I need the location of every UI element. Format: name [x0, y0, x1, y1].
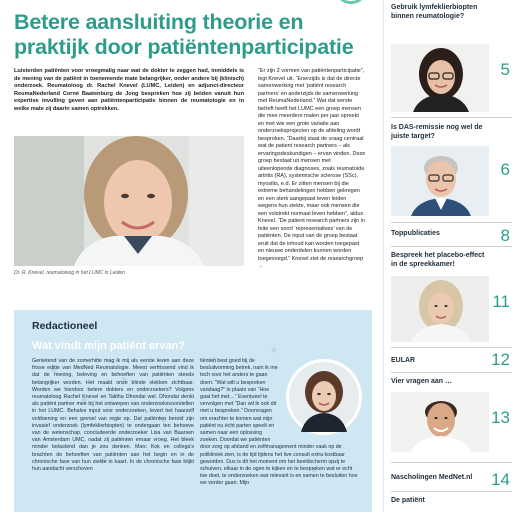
- toc-separator: [391, 246, 512, 247]
- column-2-text: “Er zijn 2 vormen van patiëntenparticipatie”, legt Knevel uit. “Enerzijds is dat de directe samenwerking met ‘patiënt research partners’ en anderzijds de samenwerking met ReumaNederland.” Wat dat eerste betreft heeft het LUMC een groep mensen die mee meerdere malen per jaar spreekt en met wie een grote variatie aan onderzoeksprojecten op de afdeling wordt besproken. “Daarbij staat de vraag centraal wat de patient research partners – als ervaringsdeskundigen – ervan vinden. Deze groep bestaat uit mensen met uiteenlopende diagnoses, zoals reumatoïde artritis (RA), systemische sclerose (SSc), myositis, e.d. Er zitten mensen bij die extreme behandelingen hebben gekregen en een sterk aangepast leven leiden wegens hun ziekte, maar ook mensen die een volstrekt normaal leven hebben”, aldus Knevel. “De patient research partners zijn in feite een soort ‘representatives’ van de patiënten. De input van de groep bestaat eruit dat de inhoud kan worden toegepast en nieuwe onderdelen kunnen worden toegevoegd.” Knevel ziet de researchgroep: [258, 68, 366, 262]
- article-column-2: [258, 68, 366, 271]
- photo-caption: Dr. R. Knevel, reumatoloog in het LUMC in Leiden: [14, 270, 125, 276]
- toc-item-title[interactable]: Vier vragen aan …: [391, 378, 452, 385]
- article-title: Betere aansluiting theorie en praktijk door patiëntenparticipatie: [14, 10, 354, 59]
- toc-page-number: 13: [491, 408, 510, 427]
- toc-item-title[interactable]: Gebruik lymfeklierbiopten binnen reumatologie?: [391, 4, 478, 20]
- toc-item-title[interactable]: Is DAS-remissie nog wel de juiste target?: [391, 124, 483, 140]
- man-glasses-portrait: [391, 146, 489, 216]
- toc-page-number: 12: [491, 350, 510, 369]
- toc-item-image: [391, 392, 489, 452]
- article-lead: Luisterden patiënten voor vroegmalig naar wat de dokter te zeggen had, inmiddels is de mening van de patiënt in toenemende mate belangrijker, onder andere bij (klinisch) onderzoek. Reumatoloog dr. Rachel Knevel (LUMC, Leiden) en adjunct-directeur ReumaNederland Corné Baatenburg de Jong bespreken hoe zij beiden vanuit hun expertise invulling geven aan patiëntenparticipatie binnen de reumatologie en in welke mate zij daarin samen optrekken.: [14, 68, 244, 112]
- woman-blonde-portrait: [391, 276, 489, 342]
- box-column-2: [200, 358, 360, 488]
- sidebar-divider: [383, 0, 384, 512]
- decorative-arc: [336, 0, 366, 4]
- toc-page-number: 14: [491, 470, 510, 489]
- toc-page-number: 5: [500, 60, 510, 79]
- portrait-illustration: [14, 136, 244, 266]
- author-portrait: [284, 358, 364, 436]
- toc-separator: [391, 462, 512, 463]
- box-label: Redactioneel: [32, 320, 98, 332]
- toc-separator: [391, 222, 512, 223]
- toc-separator: [391, 372, 512, 373]
- toc-item-image: [391, 146, 489, 216]
- toc-item-title[interactable]: Nascholingen MedNet.nl: [391, 474, 473, 481]
- toc-item-image: [391, 276, 489, 342]
- box-title: Wat vindt mijn patiënt ervan?: [32, 340, 185, 352]
- toc-separator: [391, 491, 512, 492]
- toc-item-title[interactable]: Bespreek het placebo-effect in de spreekkamer!: [391, 252, 485, 268]
- toc-item-title[interactable]: EULAR: [391, 357, 416, 364]
- toc-page-number: 8: [500, 226, 510, 245]
- toc-separator: [391, 347, 512, 348]
- box-column-1: Genietend van de zomerhitte mag ik mij als eerste leven aan deze frisse editie van MedNed Reumatologie. Meest verfrissend vind ik dat de mening, beleving en behoeften van patiënten steeds belangrijker worden. Het maakt onze blinde vlekken zichtbaar. Worden we hierdoor betere dokters en onderzoekers? Volgens reumatoloog Rachel Knevel en Talitha Dhondai wel. Dhondai denkt als patiënt partner mee bij het ontwerpen van onderzoeksvoorstellen in het LUMC. Behalve input voor onderzoeken, levert het haarzelf voldoening en een gevoel van regie op. Dat patiënten bereid zijn invasief onderzoek (lymfeklierbiopten) te ondergaan ten behoeve van de wetenschap, concludeerde onderzoeker Lisa van Baarsen van Amsterdam UMC, nadat zij patiënten ernaar vroeg. Het bleek minder belastend dan je zou denken. Marc Kok en collega's brachten de behoeften van patiënten aan het begin en in de chronische fase van hun ziekte in kaart. In de chronische fase blijkt hun aandacht verschoven: [32, 358, 194, 473]
- toc-item-title[interactable]: De patiënt: [391, 497, 425, 504]
- knevel-photo: [14, 136, 244, 266]
- toc-item-image: [391, 44, 489, 112]
- redactioneel-box: [14, 310, 372, 512]
- toc-item-title[interactable]: Toppublicaties: [391, 230, 440, 237]
- box-column-2-text: tiënten best goed bij de besluitvorming betrek, nam ik me toch voor het anders te gaan doen: “Wat wilt u bespreken vandaag?” in plaats van “Hoe gaat het met…” Eventueel te vervolgen met “Dan wil ik ook dit met u bespreken.” Doorvragen om erachter te komen wat mijn patiënt nu écht parten speelt en samen naar een oplossing zoeken. Doordat we patiënten door zorg op afstand en zelfmanagement minder vaak op de polikliniek zien, is de tijd tijdens het live consult extra kostbaar geworden. Dus is dit het moment om het beeldscherm opzij te schuiven, elkaar in de ogen te kijken en te bespreken wat er echt toe doet, te onderzoeken wat relevant is en samen te besluiten hoe we verder gaan. Mijn: [200, 358, 358, 487]
- table-of-contents: [383, 0, 512, 512]
- woman-glasses-portrait: [391, 44, 489, 112]
- toc-page-number: 6: [500, 160, 510, 179]
- toc-separator: [391, 117, 512, 118]
- toc-page-number: 11: [492, 292, 510, 311]
- man-smiling-portrait: [391, 392, 489, 452]
- continue-arrow-icon: →: [258, 263, 264, 269]
